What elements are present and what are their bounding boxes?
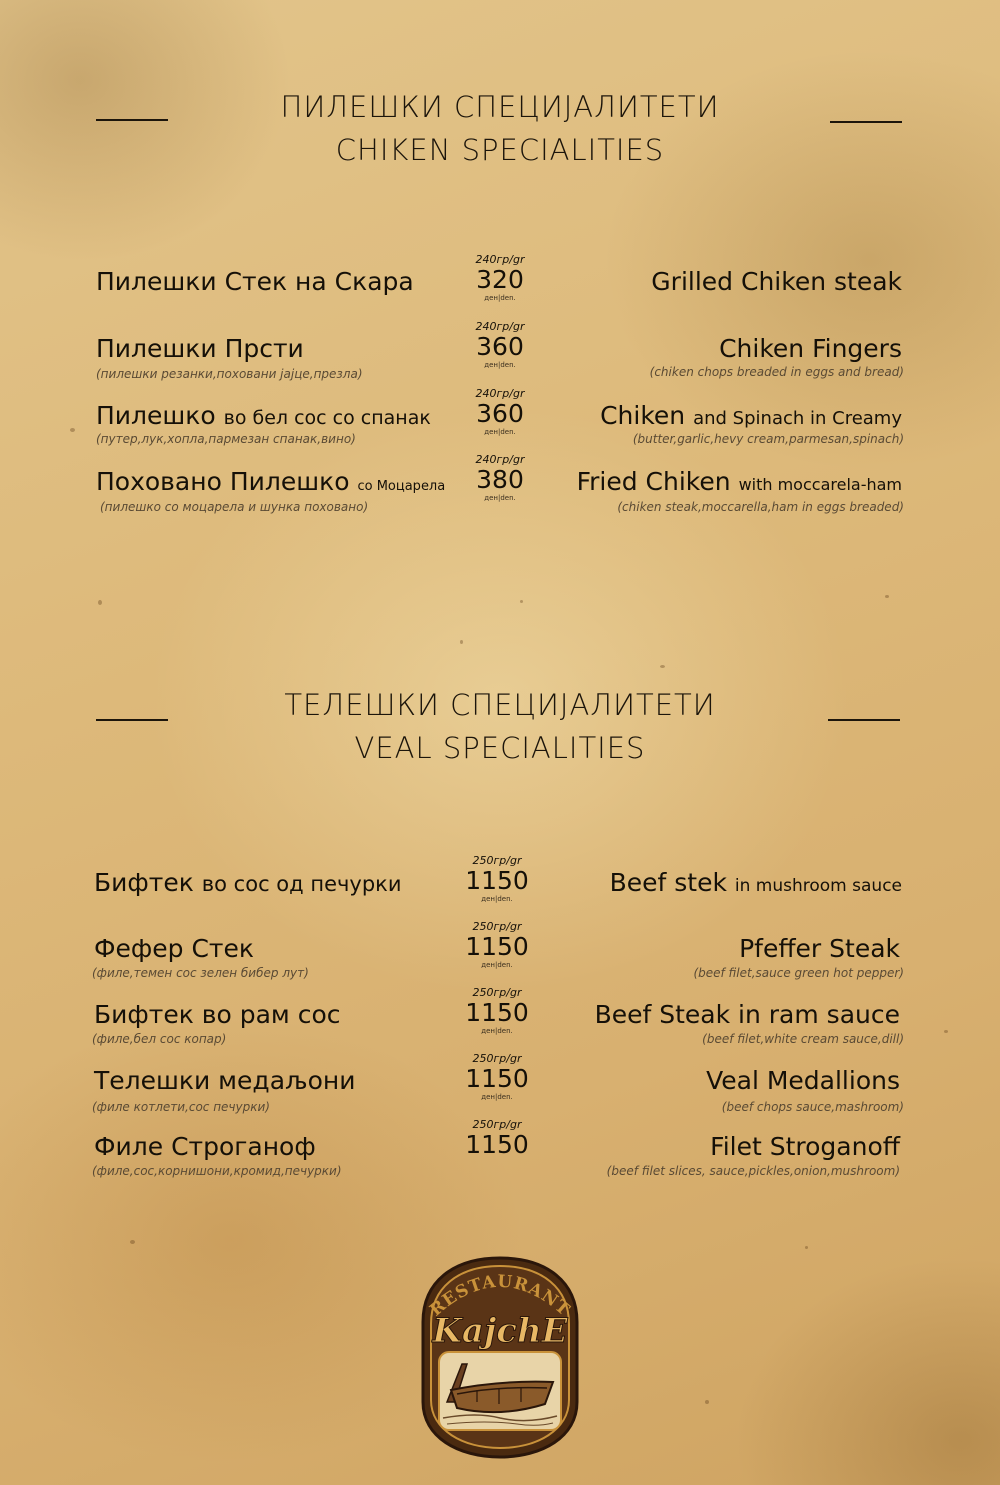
item-price: 320 xyxy=(476,265,524,294)
chicken-title-mk: ПИЛЕШКИ СПЕЦИЈАЛИТЕТИ xyxy=(280,90,720,124)
menu-item-mk xyxy=(94,1132,316,1161)
price-block xyxy=(457,921,537,969)
item-currency: ден|den. xyxy=(481,895,513,903)
item-name-mk: Бифтек во рам сос xyxy=(94,1000,341,1029)
item-weight: 250гр/gr xyxy=(472,854,522,867)
item-name-en: Beef stek xyxy=(609,868,727,897)
price-block xyxy=(457,987,537,1035)
item-extra-mk: во сос од печурки xyxy=(201,872,402,896)
price-block xyxy=(457,855,537,903)
veal-title-en: VEAL SPECIALITIES xyxy=(354,731,646,765)
item-desc-en: (chiken chops breaded in eggs and bread) xyxy=(649,365,904,379)
item-name-en: Veal Medallions xyxy=(706,1066,900,1095)
menu-item-mk xyxy=(96,267,414,296)
item-name-mk: Пилешко xyxy=(96,401,216,430)
item-weight: 240гр/gr xyxy=(475,453,525,466)
chicken-title-en: CHIKEN SPECIALITIES xyxy=(335,133,665,167)
item-currency: ден|den. xyxy=(484,494,516,502)
menu-item-en xyxy=(610,868,902,897)
logo-name: KajchE xyxy=(432,1311,568,1351)
item-name-mk: Бифтек xyxy=(94,868,194,897)
item-name-mk: Пилешки Стек на Скара xyxy=(96,267,414,296)
menu-item-en xyxy=(719,334,902,363)
item-weight: 240гр/gr xyxy=(475,253,525,266)
price-block xyxy=(460,254,540,302)
item-desc-mk: (филе,бел сос копар) xyxy=(92,1032,227,1046)
item-name-en: Grilled Chiken steak xyxy=(651,267,902,296)
price-block xyxy=(460,454,540,502)
item-name-en: Chiken xyxy=(600,401,686,430)
item-desc-mk: (филе,сос,корнишони,кромид,печурки) xyxy=(92,1164,342,1178)
item-name-en: Chiken Fingers xyxy=(719,334,902,363)
item-extra-en: and Spinach in Creamy xyxy=(693,408,902,429)
item-price: 360 xyxy=(476,399,524,428)
logo-top-text: RESTAURANT xyxy=(426,1271,574,1321)
item-currency: ден|den. xyxy=(481,1093,513,1101)
item-name-mk: Телешки медаљони xyxy=(94,1066,356,1095)
item-weight: 240гр/gr xyxy=(475,387,525,400)
item-desc-en: (chiken steak,moccarella,ham in eggs breaded) xyxy=(617,500,904,514)
item-price: 360 xyxy=(476,332,524,361)
item-weight: 250гр/gr xyxy=(472,1118,522,1131)
veal-title-mk: ТЕЛЕШКИ СПЕЦИЈАЛИТЕТИ xyxy=(284,688,716,722)
price-block xyxy=(460,321,540,369)
price-block xyxy=(457,1119,537,1159)
price-block xyxy=(460,388,540,436)
item-name-mk: Филе Строганоф xyxy=(94,1132,316,1161)
item-desc-en: (beef filet slices, sauce,pickles,onion,mushroom) xyxy=(606,1164,900,1178)
menu-item-mk xyxy=(94,1066,355,1095)
menu-item-mk xyxy=(96,467,445,496)
item-extra-mk: со Моцарела xyxy=(357,479,446,494)
item-price: 380 xyxy=(476,465,524,494)
menu-item-en xyxy=(706,1066,900,1095)
item-price: 1150 xyxy=(465,932,529,961)
item-desc-mk: (филе,темен сос зелен бибер лут) xyxy=(92,966,309,980)
item-currency: ден|den. xyxy=(484,428,516,436)
restaurant-logo xyxy=(417,1252,583,1462)
menu-item-en xyxy=(600,401,902,430)
item-name-en: Filet Stroganoff xyxy=(710,1132,900,1161)
item-name-mk: Поховано Пилешко xyxy=(96,467,350,496)
menu-item-mk xyxy=(96,401,431,430)
item-desc-mk: (филе котлети,сос печурки) xyxy=(92,1100,270,1114)
item-desc-mk: (пилешки резанки,поховани јајце,презла) xyxy=(96,367,363,381)
item-desc-en: (beef chops sauce,mashroom) xyxy=(721,1100,904,1114)
chicken-section-header xyxy=(0,86,1000,172)
item-name-en: Beef Steak in ram sauce xyxy=(594,1000,900,1029)
item-weight: 250гр/gr xyxy=(472,986,522,999)
price-block xyxy=(457,1053,537,1101)
item-extra-mk: во бел сос со спанак xyxy=(223,407,431,429)
item-desc-en: (beef filet,white cream sauce,dill) xyxy=(702,1032,904,1046)
item-desc-mk: (пилешко со моцарела и шунка поховано) xyxy=(100,500,369,514)
item-name-mk: Пилешки Прсти xyxy=(96,334,304,363)
menu-item-en xyxy=(651,267,902,296)
menu-item-mk xyxy=(94,868,402,897)
item-desc-en: (beef filet,sauce green hot pepper) xyxy=(693,966,904,980)
item-weight: 240гр/gr xyxy=(475,320,525,333)
item-name-en: Pfeffer Steak xyxy=(739,934,900,963)
item-extra-en: in mushroom sauce xyxy=(734,876,902,896)
item-currency: ден|den. xyxy=(481,1027,513,1035)
item-price: 1150 xyxy=(465,1064,529,1093)
item-desc-en: (butter,garlic,hevy cream,parmesan,spinach) xyxy=(632,432,904,446)
menu-item-en xyxy=(739,934,900,963)
item-price: 1150 xyxy=(465,1130,529,1159)
item-desc-mk: (путер,лук,хопла,пармезан спанак,вино) xyxy=(96,432,356,446)
item-currency: ден|den. xyxy=(481,961,513,969)
menu-item-mk xyxy=(94,1000,341,1029)
item-price: 1150 xyxy=(465,998,529,1027)
item-price: 1150 xyxy=(465,866,529,895)
item-currency: ден|den. xyxy=(484,294,516,302)
veal-section-header xyxy=(0,684,1000,770)
item-extra-en: with moccarela-ham xyxy=(738,475,902,494)
menu-item-mk xyxy=(94,934,254,963)
menu-item-en xyxy=(577,467,902,496)
menu-item-en xyxy=(710,1132,900,1161)
item-weight: 250гр/gr xyxy=(472,920,522,933)
item-currency: ден|den. xyxy=(484,361,516,369)
menu-item-mk xyxy=(96,334,304,363)
item-name-en: Fried Chiken xyxy=(576,467,731,496)
menu-item-en xyxy=(595,1000,900,1029)
item-weight: 250гр/gr xyxy=(472,1052,522,1065)
item-name-mk: Фефер Стек xyxy=(94,934,254,963)
